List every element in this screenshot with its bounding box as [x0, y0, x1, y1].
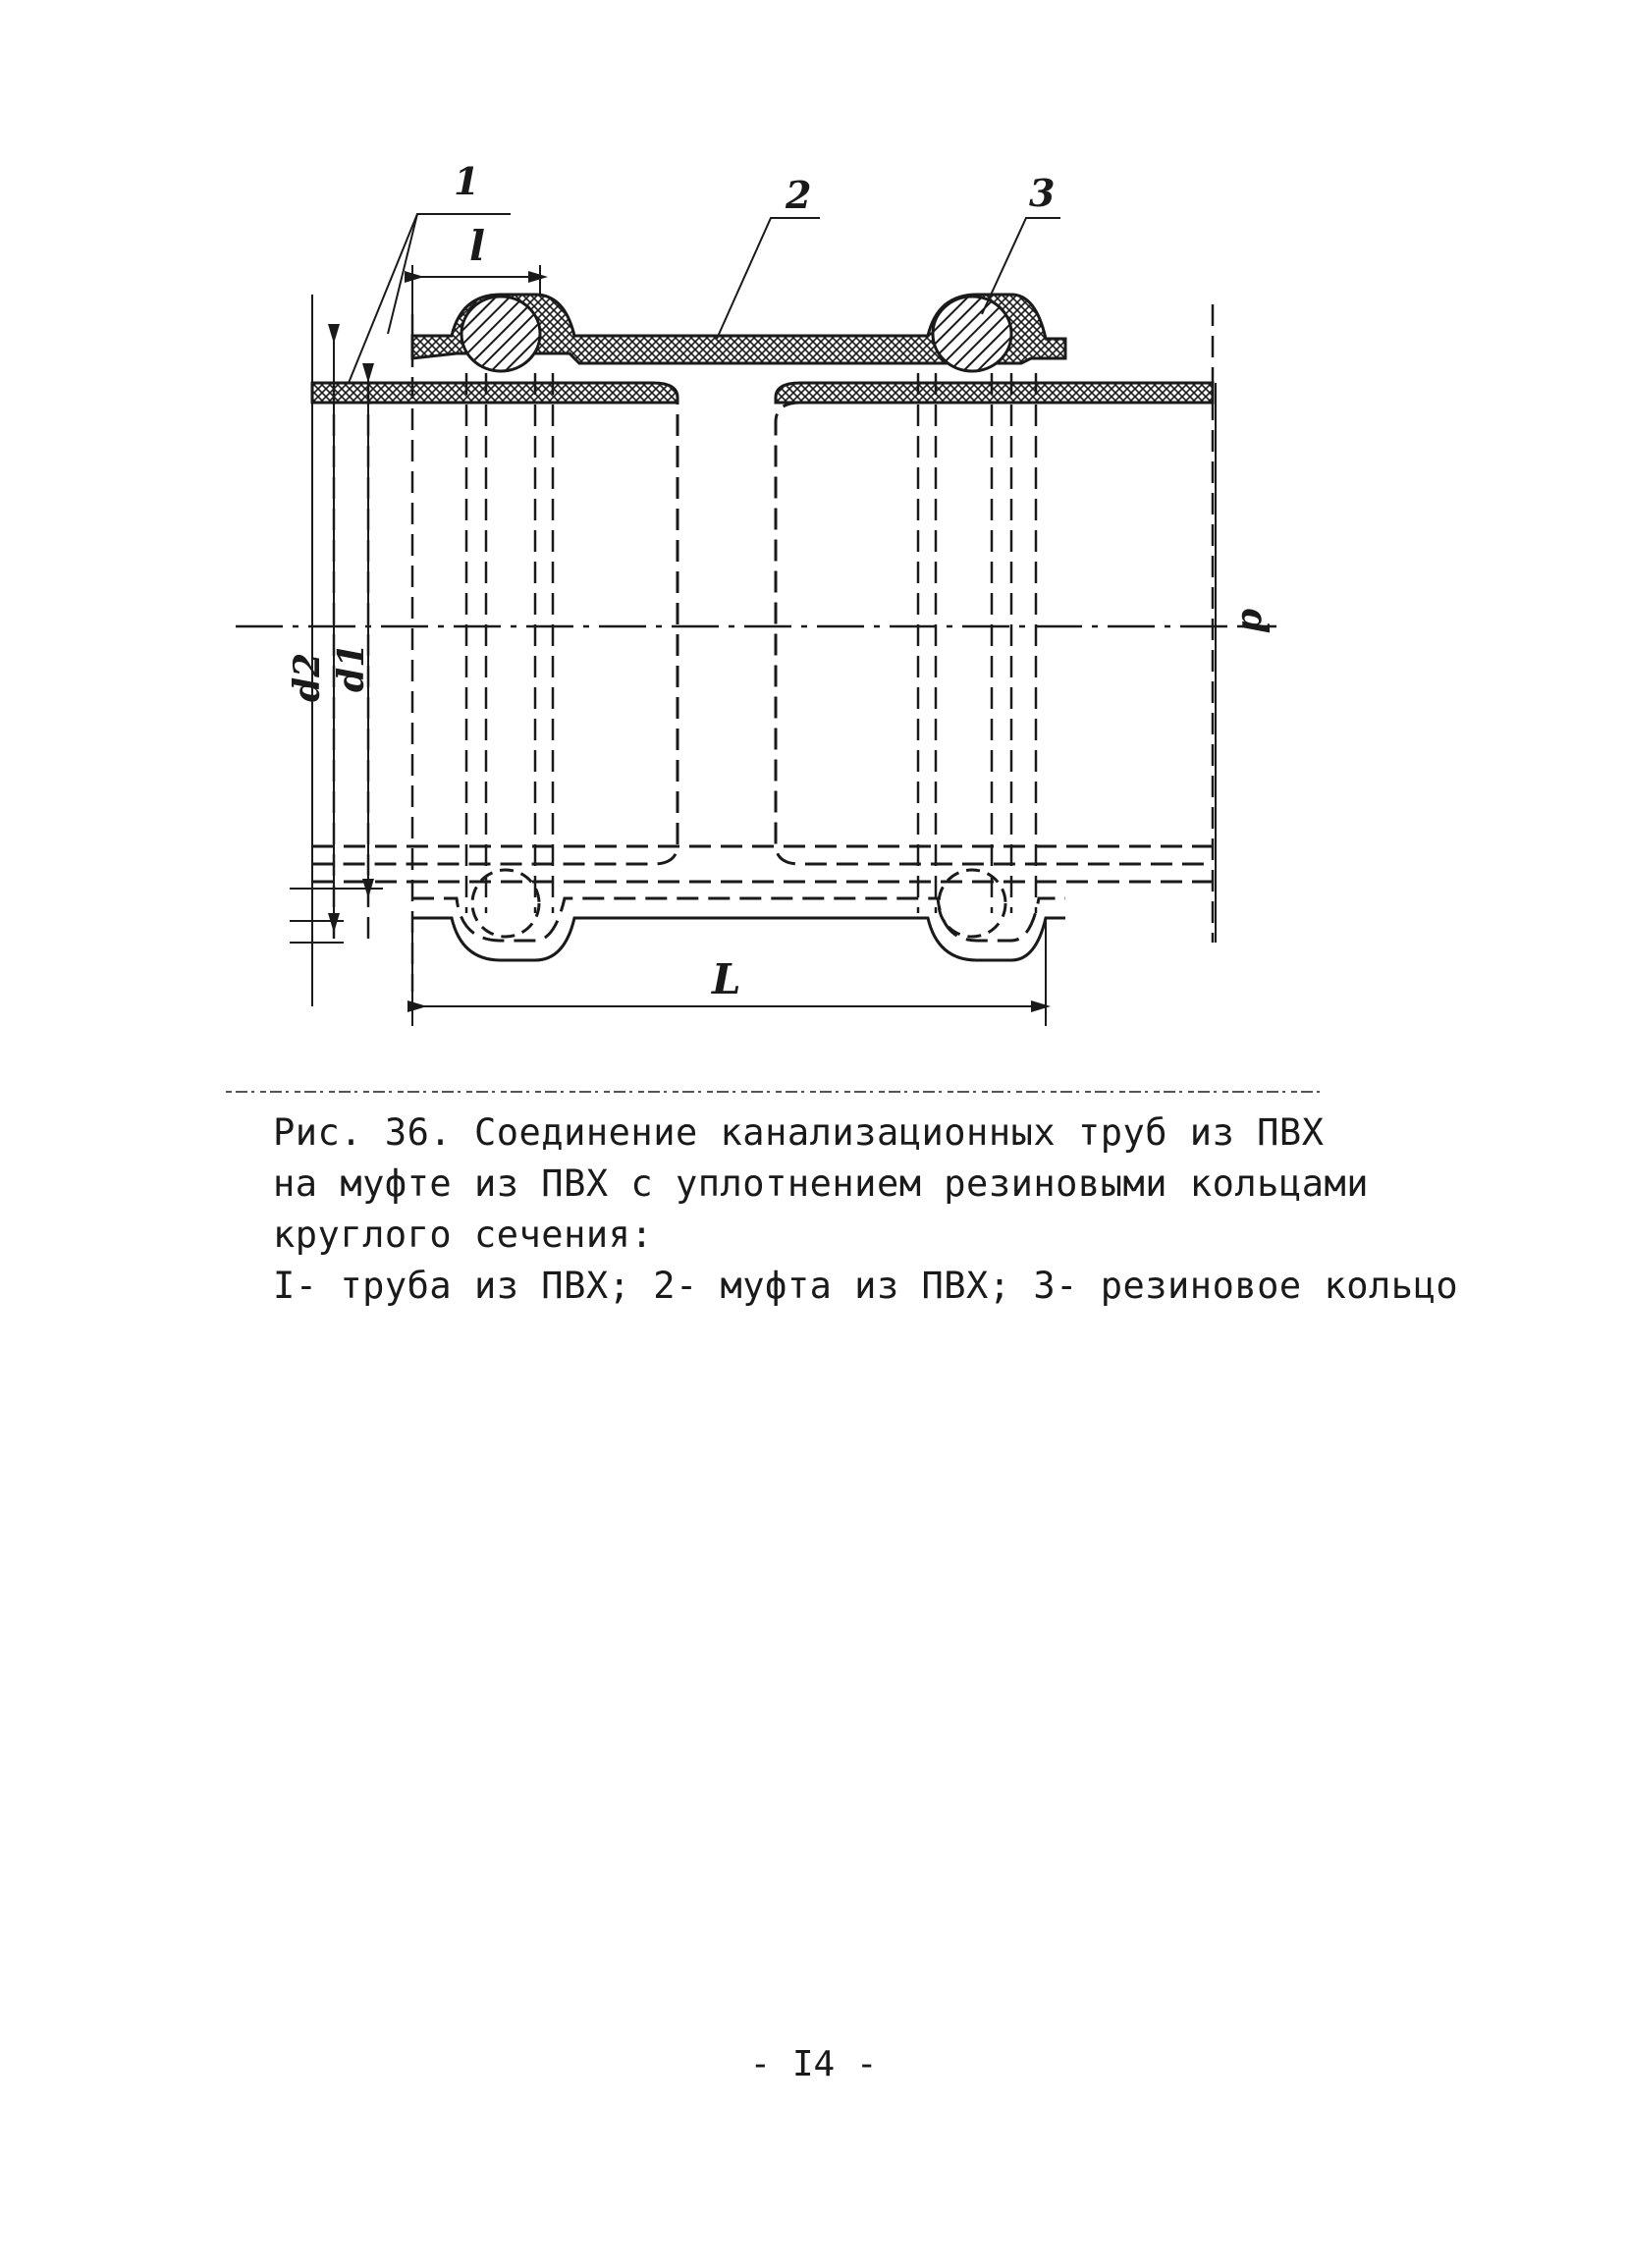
dim-label-d: d [1233, 609, 1274, 634]
caption-line-1: Рис. 36. Соединение канализационных труб из ПВХ [273, 1111, 1325, 1154]
rubber-ring-right-bottom [939, 870, 1005, 937]
rubber-ring-right-top [933, 297, 1011, 371]
callout-2: 2 [786, 173, 812, 217]
dim-label-d1: d1 [331, 642, 372, 692]
caption-line-4: I- труба из ПВХ; 2- муфта из ПВХ; 3- резиновое кольцо [273, 1265, 1459, 1307]
callout-1: 1 [454, 159, 480, 203]
page-number: - I4 - [749, 2044, 878, 2084]
caption-line-3: круглого сечения: [273, 1214, 654, 1256]
rubber-ring-left-top [461, 297, 540, 371]
right-pipe-inner-dashed [776, 403, 1213, 864]
dim-label-l: l [469, 222, 485, 270]
callout-3: 3 [1029, 171, 1056, 215]
figure-caption [273, 1107, 1500, 1312]
dim-label-d2: d2 [287, 652, 328, 702]
right-pipe-top-wall [776, 383, 1213, 403]
caption-line-2: на муфте из ПВХ с уплотнением резиновыми кольцами [273, 1162, 1370, 1205]
dim-label-L: L [712, 955, 741, 1003]
leader-2 [717, 218, 820, 339]
rubber-ring-left-bottom [472, 870, 539, 937]
